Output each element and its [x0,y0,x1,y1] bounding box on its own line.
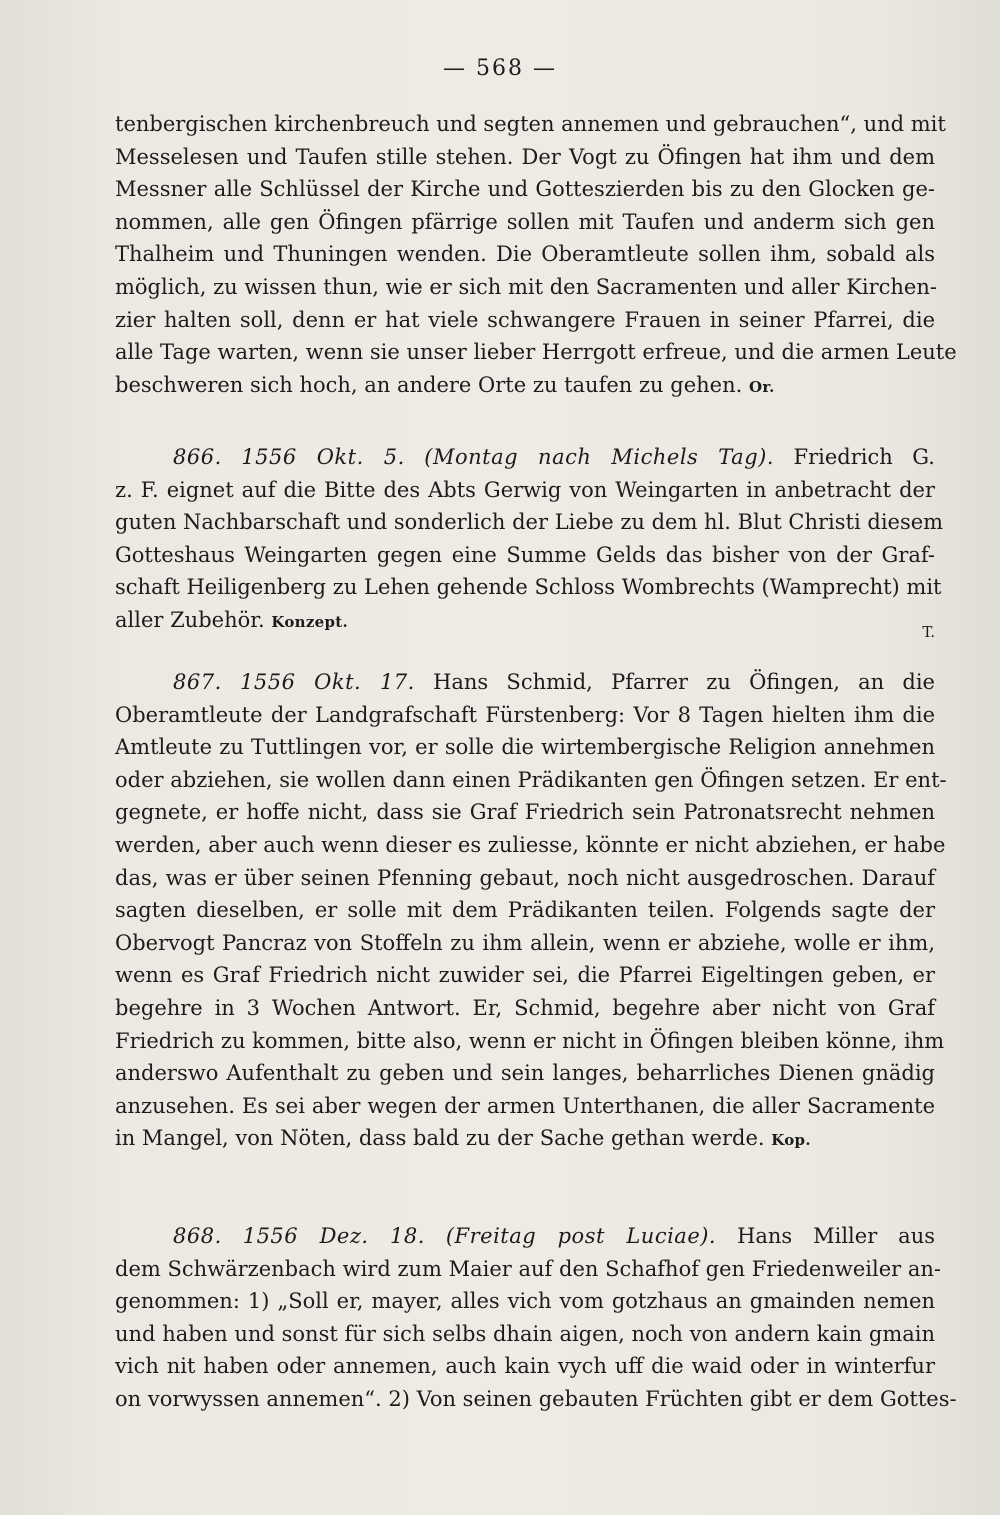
text-fragment: Hans Miller aus [737,1224,935,1248]
page-number: — 568 — [443,56,557,81]
text-line: anderswo Aufenthalt zu geben und sein langes, beharrliches Dienen gnädig [115,1061,935,1086]
source-note: Or. [748,377,775,396]
text-line: tenbergischen kirchenbreuch und segten annemen und gebrauchen“, und mit [115,112,946,136]
text-line [115,369,935,402]
entry-number: 868. [173,1224,222,1248]
entry-heading-line [115,441,935,474]
text-line: dem Schwärzenbach wird zum Maier auf den Schafhof gen Friedenweiler an- [115,1256,941,1281]
text-line: möglich, zu wissen thun, wie er sich mit den Sacramenten und aller Kirchen- [115,274,937,299]
text-line: Friedrich zu kommen, bitte also, wenn er nicht in Öfingen bleiben könne, ihm [115,1028,945,1053]
text-line: Messner alle Schlüssel der Kirche und Gotteszierden bis zu den Glocken ge- [115,177,935,202]
text-line: Messelesen und Taufen stille stehen. Der Vogt zu Öfingen hat ihm und dem [115,144,935,169]
source-note: Konzept. [271,612,349,631]
text-line: und haben und sonst für sich selbs dhain aigen, noch von andern kain gmain [115,1321,935,1346]
text-line: werden, aber auch wenn dieser es zuliesse, könnte er nicht abziehen, er habe [115,832,946,857]
source-note: Kop. [771,1131,811,1150]
text-line: on vorwyssen annemen“. 2) Von seinen gebauten Früchten gibt er dem Gottes- [115,1386,957,1411]
text-line: Amtleute zu Tuttlingen vor, er solle die wirtembergische Religion annehmen [115,735,935,760]
text-line: z. F. eignet auf die Bitte des Abts Gerwig von Weingarten in anbetracht der [115,477,935,502]
entry-number: 867. [173,670,222,694]
text-fragment: in Mangel, von Nöten, dass bald zu der Sache gethan werde. [115,1126,765,1151]
text-fragment: Friedrich G. [793,445,935,469]
entry-868 [115,1220,957,1416]
text-fragment: Hans Schmid, Pfarrer zu Öfingen, an die [433,670,935,694]
marginal-note: T. [922,622,935,641]
text-line: anzusehen. Es sei aber wegen der armen Unterthanen, die aller Sacramente [115,1093,935,1118]
continuation-paragraph [115,108,957,401]
text-line: zier halten soll, denn er hat viele schwangere Frauen in seiner Pfarrei, die [115,307,935,332]
entry-feast: (Freitag post Luciae). [445,1224,717,1248]
entry-date: 1556 Okt. 5. [241,445,405,469]
entry-date: 1556 Okt. 17. [240,670,415,694]
text-line: Oberamtleute der Landgrafschaft Fürstenberg: Vor 8 Tagen hielten ihm die [115,702,935,727]
text-line: genommen: 1) „Soll er, mayer, alles vich vom gotzhaus an gmainden nemen [115,1289,935,1314]
text-line: vich nit haben oder annemen, auch kain vych uff die waid oder in winterfur [115,1354,935,1379]
entry-number: 866. [173,445,222,469]
text-line: alle Tage warten, wenn sie unser lieber Herrgott erfreue, und die armen Leute [115,340,957,365]
text-line: wenn es Graf Friedrich nicht zuwider sei, die Pfarrei Eigeltingen geben, er [115,963,935,988]
text-line: Thalheim und Thuningen wenden. Die Oberamtleute sollen ihm, sobald als [115,242,935,267]
text-line: oder abziehen, sie wollen dann einen Prädikanten gen Öfingen setzen. Er ent- [115,767,947,792]
text-line: gegnete, er hoffe nicht, dass sie Graf Friedrich sein Patronatsrecht nehmen [115,800,935,825]
entry-867 [115,666,947,1155]
text-line: Gotteshaus Weingarten gegen eine Summe Gelds das bisher von der Graf- [115,542,935,567]
text-line: sagten dieselben, er solle mit dem Prädikanten teilen. Folgends sagte der [115,898,935,923]
text-line: nommen, alle gen Öfingen pfärrige sollen mit Taufen und anderm sich gen [115,209,935,234]
entry-date: 1556 Dez. 18. [242,1224,425,1248]
text-fragment: aller Zubehör. [115,607,265,632]
entry-heading-line [115,1220,935,1253]
text-line: schaft Heiligenberg zu Lehen gehende Schloss Wombrechts (Wamprecht) mit [115,575,942,600]
entry-feast: (Montag nach Michels Tag). [424,445,775,469]
entry-866 [115,441,944,641]
text-line: das, was er über seinen Pfenning gebaut, noch nicht ausgedroschen. Darauf [115,865,935,890]
text-fragment: beschweren sich hoch, an andere Orte zu taufen zu gehen. [115,372,743,397]
text-line: guten Nachbarschaft und sonderlich der Liebe zu dem hl. Blut Christi diesem [115,510,944,535]
text-line: begehre in 3 Wochen Antwort. Er, Schmid, begehre aber nicht von Graf [115,995,935,1020]
text-line: Obervogt Pancraz von Stoffeln zu ihm allein, wenn er abziehe, wolle er ihm, [115,930,935,955]
entry-heading-line [115,666,935,699]
text-line [115,1122,935,1155]
